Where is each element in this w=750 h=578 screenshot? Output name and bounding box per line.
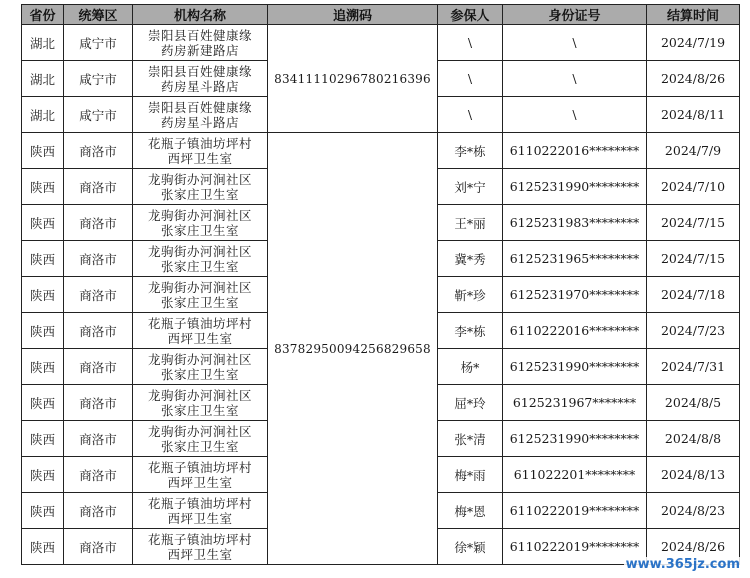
cell-region: 商洛市 bbox=[64, 241, 133, 277]
cell-insured: 刘*宁 bbox=[438, 169, 503, 205]
cell-insured: 徐*颖 bbox=[438, 529, 503, 565]
institution-line-2: 药房星斗路店 bbox=[160, 114, 239, 130]
cell-region: 商洛市 bbox=[64, 493, 133, 529]
header-id-number: 身份证号 bbox=[503, 5, 647, 25]
institution-line-2: 药房新建路店 bbox=[160, 42, 239, 58]
cell-settle-time: 2024/8/11 bbox=[647, 97, 740, 133]
cell-institution bbox=[133, 25, 268, 61]
institution-line-2: 药房星斗路店 bbox=[160, 78, 239, 94]
institution-line-1: 龙驹街办河涧社区 bbox=[147, 243, 252, 259]
cell-insured: \ bbox=[438, 97, 503, 133]
cell-settle-time: 2024/8/23 bbox=[647, 493, 740, 529]
institution-line-1: 崇阳县百姓健康缘 bbox=[147, 99, 252, 115]
cell-insured: 张*清 bbox=[438, 421, 503, 457]
cell-region: 商洛市 bbox=[64, 421, 133, 457]
cell-province: 湖北 bbox=[22, 97, 64, 133]
traceability-table bbox=[21, 4, 740, 565]
cell-insured: \ bbox=[438, 25, 503, 61]
cell-region: 商洛市 bbox=[64, 205, 133, 241]
cell-province: 陕西 bbox=[22, 349, 64, 385]
header-region: 统筹区 bbox=[64, 5, 133, 25]
cell-id-number: \ bbox=[503, 61, 647, 97]
cell-insured: 杨* bbox=[438, 349, 503, 385]
cell-insured: 梅*雨 bbox=[438, 457, 503, 493]
cell-id-number: 6125231967******* bbox=[503, 385, 647, 421]
cell-institution bbox=[133, 277, 268, 313]
cell-institution bbox=[133, 385, 268, 421]
header-institution: 机构名称 bbox=[133, 5, 268, 25]
cell-id-number: 6125231990******** bbox=[503, 169, 647, 205]
cell-settle-time: 2024/7/15 bbox=[647, 241, 740, 277]
cell-region: 商洛市 bbox=[64, 169, 133, 205]
cell-province: 陕西 bbox=[22, 421, 64, 457]
table-row bbox=[22, 133, 740, 169]
header-trace-code: 追溯码 bbox=[268, 5, 438, 25]
cell-insured: 王*丽 bbox=[438, 205, 503, 241]
cell-region: 商洛市 bbox=[64, 133, 133, 169]
cell-insured: 靳*珍 bbox=[438, 277, 503, 313]
institution-line-1: 花瓶子镇油坊坪村 bbox=[147, 135, 252, 151]
cell-region: 商洛市 bbox=[64, 385, 133, 421]
institution-line-1: 花瓶子镇油坊坪村 bbox=[147, 531, 252, 547]
header-province: 省份 bbox=[22, 5, 64, 25]
cell-insured: 李*栋 bbox=[438, 133, 503, 169]
cell-province: 湖北 bbox=[22, 61, 64, 97]
cell-province: 陕西 bbox=[22, 169, 64, 205]
institution-line-2: 张家庄卫生室 bbox=[160, 294, 239, 310]
cell-institution bbox=[133, 169, 268, 205]
institution-line-1: 龙驹街办河涧社区 bbox=[147, 207, 252, 223]
cell-institution bbox=[133, 493, 268, 529]
header-settle-time: 结算时间 bbox=[647, 5, 740, 25]
institution-line-1: 崇阳县百姓健康缘 bbox=[147, 27, 252, 43]
table-row bbox=[22, 25, 740, 61]
cell-id-number: \ bbox=[503, 25, 647, 61]
cell-region: 咸宁市 bbox=[64, 61, 133, 97]
cell-id-number: 6125231970******** bbox=[503, 277, 647, 313]
cell-id-number: 6125231990******** bbox=[503, 349, 647, 385]
cell-insured: 屈*玲 bbox=[438, 385, 503, 421]
cell-institution bbox=[133, 205, 268, 241]
institution-line-1: 花瓶子镇油坊坪村 bbox=[147, 495, 252, 511]
institution-line-1: 龙驹街办河涧社区 bbox=[147, 351, 252, 367]
cell-province: 陕西 bbox=[22, 529, 64, 565]
cell-id-number: 6110222016******** bbox=[503, 133, 647, 169]
cell-institution bbox=[133, 241, 268, 277]
cell-insured: \ bbox=[438, 61, 503, 97]
institution-line-2: 西坪卫生室 bbox=[167, 510, 233, 526]
institution-line-2: 西坪卫生室 bbox=[167, 330, 233, 346]
cell-institution bbox=[133, 313, 268, 349]
cell-province: 陕西 bbox=[22, 493, 64, 529]
cell-province: 湖北 bbox=[22, 25, 64, 61]
cell-institution bbox=[133, 97, 268, 133]
cell-region: 商洛市 bbox=[64, 457, 133, 493]
institution-line-1: 龙驹街办河涧社区 bbox=[147, 423, 252, 439]
institution-line-2: 西坪卫生室 bbox=[167, 546, 233, 562]
cell-region: 咸宁市 bbox=[64, 97, 133, 133]
cell-settle-time: 2024/7/10 bbox=[647, 169, 740, 205]
cell-settle-time: 2024/7/23 bbox=[647, 313, 740, 349]
cell-trace-code: 83411110296780216396 bbox=[268, 25, 438, 133]
cell-settle-time: 2024/8/5 bbox=[647, 385, 740, 421]
institution-line-1: 花瓶子镇油坊坪村 bbox=[147, 459, 252, 475]
cell-province: 陕西 bbox=[22, 241, 64, 277]
cell-insured: 李*栋 bbox=[438, 313, 503, 349]
cell-id-number: 6110222016******** bbox=[503, 313, 647, 349]
cell-insured: 梅*恩 bbox=[438, 493, 503, 529]
cell-insured: 冀*秀 bbox=[438, 241, 503, 277]
cell-id-number: 6125231990******** bbox=[503, 421, 647, 457]
cell-settle-time: 2024/8/8 bbox=[647, 421, 740, 457]
cell-region: 商洛市 bbox=[64, 277, 133, 313]
institution-line-1: 崇阳县百姓健康缘 bbox=[147, 63, 252, 79]
cell-institution bbox=[133, 529, 268, 565]
cell-province: 陕西 bbox=[22, 385, 64, 421]
site-watermark: www.365jz.com bbox=[625, 557, 740, 572]
cell-id-number: 6110222019******** bbox=[503, 493, 647, 529]
cell-settle-time: 2024/7/15 bbox=[647, 205, 740, 241]
institution-line-1: 花瓶子镇油坊坪村 bbox=[147, 315, 252, 331]
institution-line-2: 西坪卫生室 bbox=[167, 150, 233, 166]
institution-line-2: 西坪卫生室 bbox=[167, 474, 233, 490]
cell-region: 商洛市 bbox=[64, 313, 133, 349]
cell-id-number: 611022201******** bbox=[503, 457, 647, 493]
header-insured: 参保人 bbox=[438, 5, 503, 25]
header-row bbox=[22, 5, 740, 25]
institution-line-2: 张家庄卫生室 bbox=[160, 222, 239, 238]
institution-line-1: 龙驹街办河涧社区 bbox=[147, 387, 252, 403]
cell-settle-time: 2024/8/13 bbox=[647, 457, 740, 493]
institution-line-1: 龙驹街办河涧社区 bbox=[147, 279, 252, 295]
cell-settle-time: 2024/8/26 bbox=[647, 529, 740, 565]
cell-id-number: \ bbox=[503, 97, 647, 133]
cell-settle-time: 2024/8/26 bbox=[647, 61, 740, 97]
cell-trace-code: 83782950094256829658 bbox=[268, 133, 438, 565]
cell-province: 陕西 bbox=[22, 205, 64, 241]
institution-line-2: 张家庄卫生室 bbox=[160, 186, 239, 202]
cell-id-number: 6110222019******** bbox=[503, 529, 647, 565]
cell-id-number: 6125231965******** bbox=[503, 241, 647, 277]
cell-institution bbox=[133, 133, 268, 169]
cell-institution bbox=[133, 457, 268, 493]
institution-line-2: 张家庄卫生室 bbox=[160, 258, 239, 274]
cell-id-number: 6125231983******** bbox=[503, 205, 647, 241]
cell-institution bbox=[133, 61, 268, 97]
institution-line-1: 龙驹街办河涧社区 bbox=[147, 171, 252, 187]
institution-line-2: 张家庄卫生室 bbox=[160, 438, 239, 454]
cell-settle-time: 2024/7/19 bbox=[647, 25, 740, 61]
cell-region: 商洛市 bbox=[64, 529, 133, 565]
cell-region: 咸宁市 bbox=[64, 25, 133, 61]
cell-province: 陕西 bbox=[22, 457, 64, 493]
institution-line-2: 张家庄卫生室 bbox=[160, 402, 239, 418]
institution-line-2: 张家庄卫生室 bbox=[160, 366, 239, 382]
cell-region: 商洛市 bbox=[64, 349, 133, 385]
cell-institution bbox=[133, 349, 268, 385]
cell-province: 陕西 bbox=[22, 133, 64, 169]
cell-province: 陕西 bbox=[22, 313, 64, 349]
cell-settle-time: 2024/7/18 bbox=[647, 277, 740, 313]
cell-settle-time: 2024/7/9 bbox=[647, 133, 740, 169]
cell-settle-time: 2024/7/31 bbox=[647, 349, 740, 385]
cell-institution bbox=[133, 421, 268, 457]
cell-province: 陕西 bbox=[22, 277, 64, 313]
